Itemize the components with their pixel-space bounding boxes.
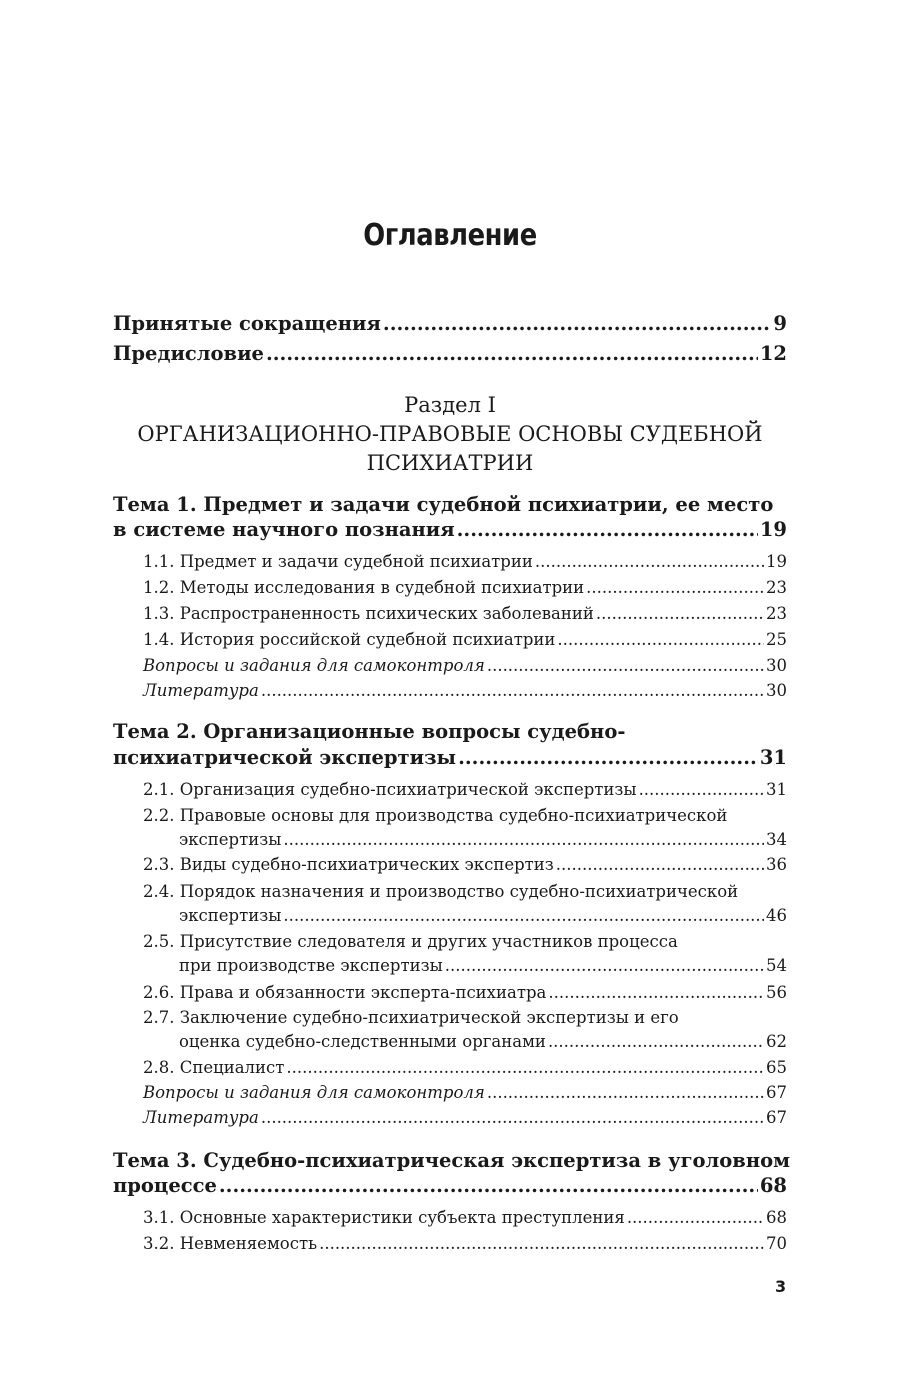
toc-entry-page: 31: [759, 746, 787, 769]
toc-entry-1-2[interactable]: [143, 578, 787, 597]
toc-entry-page: 23: [766, 578, 787, 597]
section-number: Раздел I: [404, 393, 496, 417]
toc-entry-2-5[interactable]: [179, 956, 787, 975]
toc-entry-label: 3.1. Основные характеристики субъекта преступления: [143, 1208, 625, 1227]
toc-entry-page: 56: [766, 983, 787, 1002]
section-title-line-1: ОРГАНИЗАЦИОННО-ПРАВОВЫЕ ОСНОВЫ СУДЕБНОЙ: [137, 422, 763, 446]
toc-entry-label: Литература: [143, 1108, 259, 1127]
toc-entry-label: экспертизы: [179, 906, 282, 925]
toc-leader-dots: [266, 342, 758, 365]
toc-entry-preface[interactable]: [113, 342, 787, 365]
toc-entry-page: 19: [766, 552, 787, 571]
toc-leader-dots: [261, 1108, 764, 1127]
toc-leader-dots: [627, 1208, 764, 1227]
toc-entry-abbreviations[interactable]: [113, 312, 787, 335]
toc-entry-page: 70: [766, 1234, 787, 1253]
toc-entry-2-6[interactable]: [143, 983, 787, 1002]
section-title-line-2: ПСИХИАТРИИ: [366, 451, 534, 475]
toc-entry-page: 68: [759, 1174, 787, 1197]
toc-entry-2-3[interactable]: [143, 855, 787, 874]
toc-entry-page: 30: [766, 681, 787, 700]
page-number: 3: [775, 1277, 787, 1296]
toc-entry-topic-1[interactable]: [113, 518, 787, 541]
toc-entry-label: психиатрической экспертизы: [113, 746, 457, 769]
toc-leader-dots: [445, 956, 764, 975]
toc-entry-label: 1.3. Распространенность психических заболеваний: [143, 604, 594, 623]
page-title: Оглавление: [363, 218, 537, 253]
toc-leader-dots: [283, 906, 764, 925]
toc-entry-label: процессе: [113, 1174, 217, 1197]
toc-leader-dots: [586, 578, 764, 597]
toc-entry-page: 9: [773, 312, 787, 335]
toc-entry-label: 2.3. Виды судебно-психиатрических экспертиз: [143, 855, 554, 874]
toc-leader-dots: [457, 518, 758, 541]
toc-leader-dots: [487, 656, 764, 675]
toc-entry-label: 1.1. Предмет и задачи судебной психиатрии: [143, 552, 533, 571]
toc-entry-2-2[interactable]: [179, 830, 787, 849]
toc-entry-page: 62: [766, 1032, 787, 1051]
toc-entry-page: 25: [766, 630, 787, 649]
toc-entry-page: 54: [766, 956, 787, 975]
toc-leader-dots: [219, 1174, 758, 1197]
toc-entry-3-2[interactable]: [143, 1234, 787, 1253]
toc-entry-3-1[interactable]: [143, 1208, 787, 1227]
toc-entry-label: 2.6. Права и обязанности эксперта-психиатра: [143, 983, 547, 1002]
toc-leader-dots: [596, 604, 764, 623]
toc-entry-label: Литература: [143, 681, 259, 700]
toc-entry-page: 46: [766, 906, 787, 925]
toc-leader-dots: [286, 1058, 764, 1077]
toc-entry-label: при производстве экспертизы: [179, 956, 443, 975]
toc-entry-page: 34: [766, 830, 787, 849]
toc-entry-1-questions[interactable]: [143, 656, 787, 675]
toc-entry-label: Предисловие: [113, 342, 264, 365]
toc-leader-dots: [383, 312, 772, 335]
toc-leader-dots: [261, 681, 764, 700]
toc-entry-1-4[interactable]: [143, 630, 787, 649]
toc-entry-1-3[interactable]: [143, 604, 787, 623]
toc-entry-2-1[interactable]: [143, 780, 787, 799]
toc-entry-2-literature[interactable]: [143, 1108, 787, 1127]
toc-entry-page: 67: [766, 1108, 787, 1127]
toc-entry-page: 12: [759, 342, 787, 365]
toc-leader-dots: [556, 855, 764, 874]
toc-entry-page: 23: [766, 604, 787, 623]
toc-leader-dots: [535, 552, 764, 571]
toc-entry-label: 3.2. Невменяемость: [143, 1234, 318, 1253]
toc-leader-dots: [319, 1234, 764, 1253]
toc-entry-page: 31: [766, 780, 787, 799]
toc-leader-dots: [548, 1032, 764, 1051]
toc-entry-label: экспертизы: [179, 830, 282, 849]
toc-entry-2-questions[interactable]: [143, 1083, 787, 1102]
toc-entry-2-7-title: 2.7. Заключение судебно-психиатрической экспертизы и его: [143, 1008, 679, 1027]
toc-entry-label: оценка судебно-следственными органами: [179, 1032, 546, 1051]
toc-entry-1-literature[interactable]: [143, 681, 787, 700]
toc-leader-dots: [283, 830, 764, 849]
toc-entry-2-7[interactable]: [179, 1032, 787, 1051]
toc-entry-page: 30: [766, 656, 787, 675]
toc-entry-2-4[interactable]: [179, 906, 787, 925]
toc-leader-dots: [548, 983, 764, 1002]
toc-leader-dots: [487, 1083, 764, 1102]
topic-3-heading: Тема 3. Судебно-психиатрическая экспертиза в уголовном: [113, 1149, 791, 1172]
toc-entry-label: Вопросы и задания для самоконтроля: [143, 656, 485, 675]
toc-entry-2-2-title: 2.2. Правовые основы для производства судебно-психиатрической: [143, 806, 728, 825]
toc-entry-1-1[interactable]: [143, 552, 787, 571]
toc-entry-page: 67: [766, 1083, 787, 1102]
table-of-contents: [113, 0, 791, 1382]
toc-entry-label: в системе научного познания: [113, 518, 455, 541]
toc-entry-page: 19: [759, 518, 787, 541]
toc-entry-2-8[interactable]: [143, 1058, 787, 1077]
toc-entry-label: Вопросы и задания для самоконтроля: [143, 1083, 485, 1102]
toc-entry-2-4-title: 2.4. Порядок назначения и производство судебно-психиатрической: [143, 882, 739, 901]
toc-entry-2-5-title: 2.5. Присутствие следователя и других участников процесса: [143, 932, 678, 951]
toc-leader-dots: [458, 746, 758, 769]
toc-entry-topic-3[interactable]: [113, 1174, 787, 1197]
toc-entry-label: 1.2. Методы исследования в судебной психиатрии: [143, 578, 585, 597]
toc-entry-topic-2[interactable]: [113, 746, 787, 769]
toc-entry-label: 2.1. Организация судебно-психиатрической экспертизы: [143, 780, 637, 799]
toc-entry-page: 65: [766, 1058, 787, 1077]
toc-entry-page: 36: [766, 855, 787, 874]
toc-entry-label: 2.8. Специалист: [143, 1058, 285, 1077]
toc-entry-page: 68: [766, 1208, 787, 1227]
toc-entry-label: Принятые сокращения: [113, 312, 381, 335]
topic-1-heading: Тема 1. Предмет и задачи судебной психиатрии, ее место: [113, 493, 774, 516]
toc-entry-label: 1.4. История российской судебной психиатрии: [143, 630, 556, 649]
topic-2-heading: Тема 2. Организационные вопросы судебно-: [113, 720, 626, 743]
toc-leader-dots: [557, 630, 764, 649]
toc-leader-dots: [639, 780, 764, 799]
